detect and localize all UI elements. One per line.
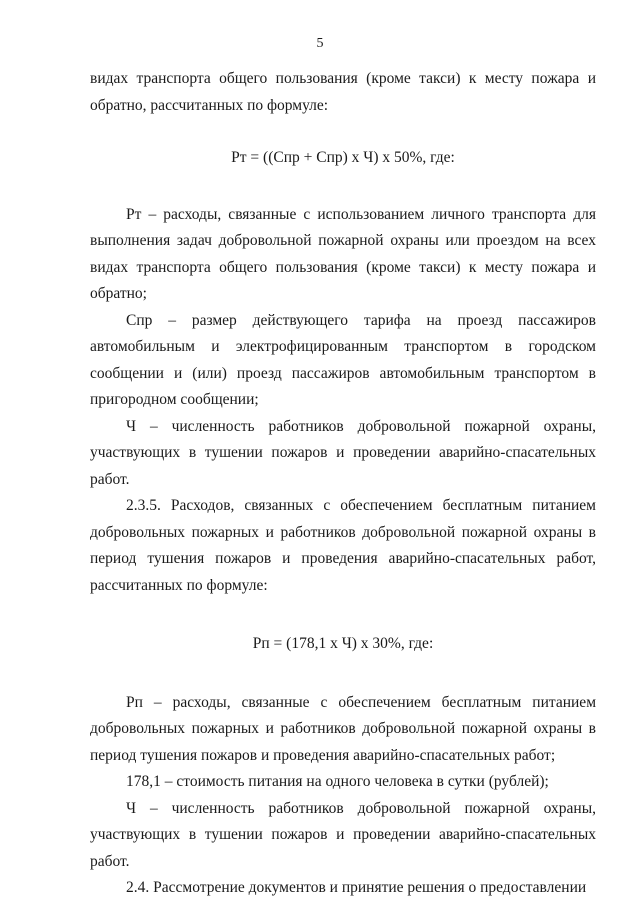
spacer — [90, 119, 596, 145]
clause-2-4: 2.4. Рассмотрение документов и принятие решения о предоставлении — [126, 879, 587, 896]
document-body — [90, 66, 596, 902]
paragraph-continuation: видах транспорта общего пользования (кроме такси) к месту пожара и обратно, рассчитанных по формуле: — [90, 70, 596, 114]
definition-rp: Рп – расходы, связанные с обеспечением бесплатным питанием добровольных пожарных и работников добровольной пожарной охраны в период тушения пожаров и проведения аварийно-спасательных работ; — [90, 693, 596, 764]
definition-cost: 178,1 – стоимость питания на одного человека в сутки (рублей); — [126, 773, 549, 790]
definition-spr: Спр – размер действующего тарифа на проезд пассажиров автомобильным и электрофицированным транспортом в городском сообщении и (или) проезд пассажиров автомобильным транспортом в пригородном сообщении; — [90, 311, 596, 408]
spacer — [90, 658, 596, 690]
formula-food: Рп = (178,1 х Ч) х 30%, где: — [252, 635, 434, 652]
spacer — [90, 599, 596, 631]
formula-transport: Рт = ((Спр + Спр) х Ч) х 50%, где: — [231, 149, 455, 166]
definition-ch: Ч – численность работников добровольной пожарной охраны, участвующих в тушении пожаров и проведении аварийно-спасательных работ. — [90, 417, 596, 488]
definition-rt: Рт – расходы, связанные с использованием личного транспорта для выполнения задач добровольной пожарной охраны или проездом на всех видах транспорта общего пользования (кроме такси) к месту пожара и обратно; — [90, 205, 596, 302]
page-number: 5 — [316, 36, 324, 51]
spacer — [90, 172, 596, 202]
definition-ch-2: Ч – численность работников добровольной пожарной охраны, участвующих в тушении пожаров и проведении аварийно-спасательных работ. — [90, 799, 596, 870]
clause-2-3-5: 2.3.5. Расходов, связанных с обеспечением бесплатным питанием добровольных пожарных и работников добровольной пожарной охраны в период тушения пожаров и проведения аварийно-спасательных работ, рассчитанных по формуле: — [90, 497, 596, 594]
